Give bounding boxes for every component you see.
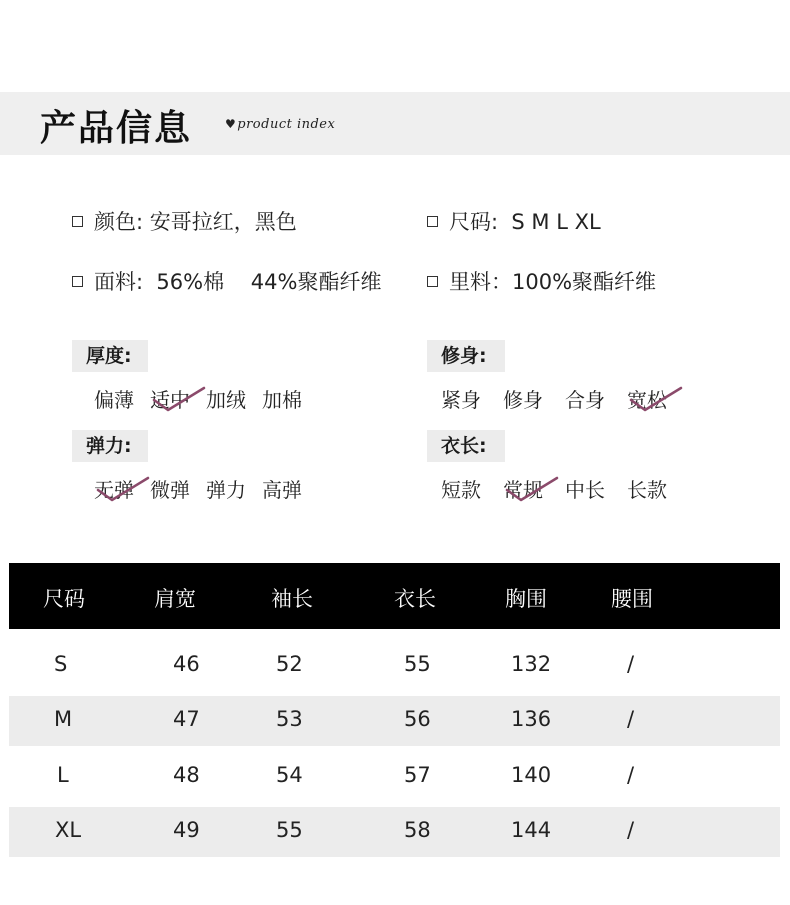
option-medium: [150, 384, 190, 413]
cell-waist: /: [627, 763, 635, 787]
option-loose: [627, 384, 667, 413]
cell-size: M: [54, 707, 73, 731]
info-lining-text: 里料：100%聚酯纤维: [449, 270, 657, 294]
option-slight-stretch: 微弹: [150, 478, 190, 502]
cell-shoulder: 48: [173, 763, 200, 787]
option-mid-length: 中长: [565, 478, 605, 502]
check-mark-icon: [629, 386, 685, 420]
option-no-stretch: [94, 474, 134, 503]
check-mark-icon: [96, 476, 152, 510]
thickness-options: [94, 384, 318, 413]
cell-sleeve: 52: [276, 652, 303, 676]
check-mark-icon: [152, 386, 208, 420]
option-short: 短款: [441, 478, 481, 502]
fit-options: [441, 384, 683, 413]
cell-chest: 132: [511, 652, 552, 676]
info-color-text: 颜色: 安哥拉红，黑色: [94, 210, 297, 234]
option-stretch: 弹力: [206, 478, 246, 502]
heart-icon: ♥: [225, 117, 237, 131]
checkbox-icon: [427, 276, 438, 287]
page-title: 产品信息: [40, 108, 193, 149]
option-medium-text: 适中: [150, 388, 190, 412]
cell-chest: 144: [511, 818, 552, 842]
info-fabric: [72, 266, 381, 296]
info-fabric-text: 面料: 56%棉 44%聚酯纤维: [94, 270, 382, 294]
cell-waist: /: [627, 652, 635, 676]
column-header-waist: 腰围: [611, 587, 653, 611]
elasticity-label: 弹力:: [72, 430, 148, 462]
cell-size: S: [54, 652, 68, 676]
cell-sleeve: 55: [276, 818, 303, 842]
elasticity-options: [94, 474, 318, 503]
table-row: [9, 752, 780, 802]
option-regular-fit: 合身: [565, 388, 605, 412]
size-table-header: [9, 563, 780, 629]
check-mark-icon: [505, 476, 561, 510]
cell-shoulder: 47: [173, 707, 200, 731]
thickness-label: 厚度:: [72, 340, 148, 372]
column-header-chest: 胸围: [505, 587, 547, 611]
table-row: [9, 696, 780, 746]
cell-length: 57: [404, 763, 431, 787]
option-long: 长款: [627, 478, 667, 502]
length-options: [441, 474, 683, 503]
checkbox-icon: [72, 216, 83, 227]
column-header-size: 尺码: [43, 587, 85, 611]
option-regular-length-text: 常规: [503, 478, 543, 502]
cell-length: 58: [404, 818, 431, 842]
table-row: [9, 807, 780, 857]
option-no-stretch-text: 无弹: [94, 478, 134, 502]
info-color: [72, 206, 297, 236]
cell-chest: 136: [511, 707, 552, 731]
page-subtitle-text: product index: [237, 117, 336, 132]
column-header-shoulder: 肩宽: [154, 587, 196, 611]
cell-length: 56: [404, 707, 431, 731]
fit-label: 修身:: [427, 340, 505, 372]
length-label: 衣长:: [427, 430, 505, 462]
info-size-text: 尺码: S M L XL: [449, 210, 601, 234]
cell-length: 55: [404, 652, 431, 676]
cell-shoulder: 49: [173, 818, 200, 842]
info-lining: [427, 266, 656, 296]
page-subtitle: [225, 117, 335, 132]
cell-sleeve: 53: [276, 707, 303, 731]
cell-waist: /: [627, 707, 635, 731]
option-thin: 偏薄: [94, 388, 134, 412]
cell-sleeve: 54: [276, 763, 303, 787]
info-size: [427, 206, 601, 236]
cell-chest: 140: [511, 763, 552, 787]
checkbox-icon: [72, 276, 83, 287]
cell-waist: /: [627, 818, 635, 842]
option-fleece: 加绒: [206, 388, 246, 412]
option-padded: 加棉: [262, 388, 302, 412]
cell-size: L: [57, 763, 69, 787]
table-row: [9, 641, 780, 691]
option-tight: 紧身: [441, 388, 481, 412]
option-loose-text: 宽松: [627, 388, 667, 412]
option-slim: 修身: [503, 388, 543, 412]
cell-size: XL: [55, 818, 82, 842]
checkbox-icon: [427, 216, 438, 227]
column-header-length: 衣长: [394, 587, 436, 611]
cell-shoulder: 46: [173, 652, 200, 676]
option-high-stretch: 高弹: [262, 478, 302, 502]
option-regular-length: [503, 474, 543, 503]
column-header-sleeve: 袖长: [271, 587, 313, 611]
